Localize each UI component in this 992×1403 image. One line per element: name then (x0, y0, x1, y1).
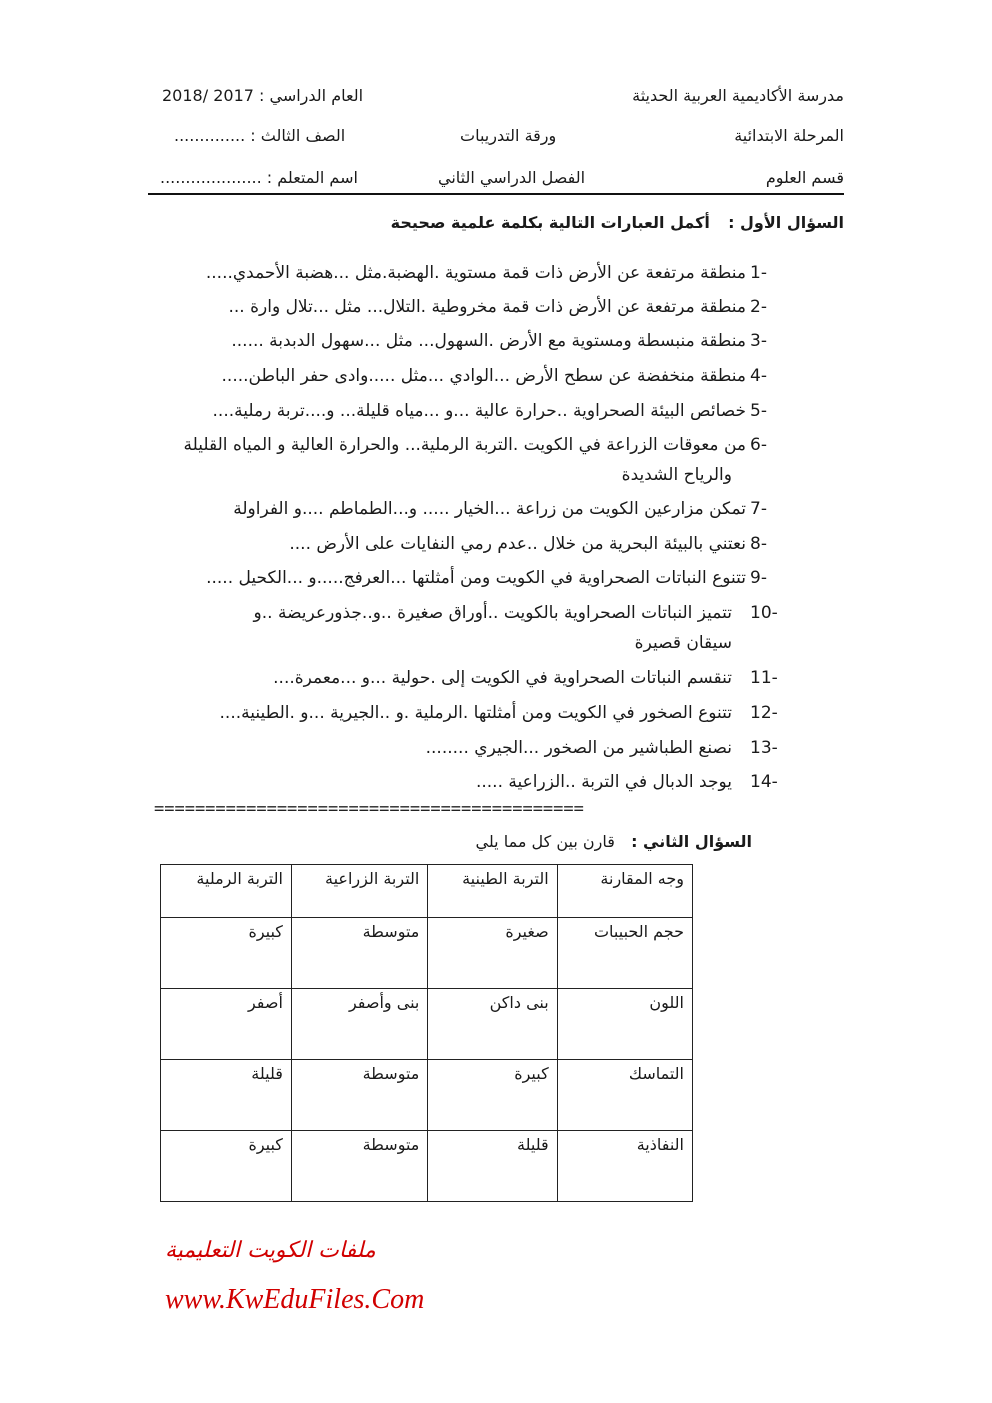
q1-item-text: تمكن مزارعين الكويت من زراعة ...الخيار ..... و...الطماطم ....و الفراولة (233, 499, 746, 519)
table-header-cell: التربة الرملية (161, 865, 292, 918)
q1-item-text: يوجد الدبال في التربة ..الزراعية ..... (475, 772, 732, 792)
table-cell: قليلة (428, 1131, 557, 1202)
sheet-title: ورقة التدريبات (460, 126, 557, 145)
q1-item-number: 1- (750, 263, 767, 283)
grade-field: الصف الثالث : .............. (174, 126, 346, 145)
q2-instruction: قارن بين كل مما يلي (475, 832, 615, 851)
q1-item-text: تتنوع الصخور في الكويت ومن أمثلتها .الرملية .و ..الجيرية ...و .الطينية.... (219, 703, 732, 723)
header-divider (148, 193, 844, 195)
q1-title: السؤال الأول : (728, 213, 844, 232)
q1-item-text: خصائص البيئة الصحراوية ..حرارة عالية ...و ...مياه قليلة... و....تربة رملية.... (212, 401, 746, 421)
table-row (161, 1131, 693, 1202)
q1-item (144, 326, 784, 356)
table-cell: بنى وأصفر (291, 989, 427, 1060)
stage-label: المرحلة الابتدائية (734, 126, 844, 145)
watermark-url[interactable]: www.KwEduFiles.Com (165, 1284, 425, 1315)
q1-item-number: 12- (750, 703, 778, 723)
q1-item-text: منطقة مرتفعة عن الأرض ذات قمة مستوية .الهضبة.مثل ...هضبة الأحمدي..... (205, 263, 746, 283)
q1-item-number: 4- (750, 366, 767, 386)
table-cell: قليلة (161, 1060, 292, 1131)
table-row (161, 1060, 693, 1131)
q1-item-number: 7- (750, 499, 767, 519)
q1-item-text: منطقة منبسطة ومستوية مع الأرض .السهول... مثل ...سهول الدبدبة ...... (231, 331, 746, 351)
table-cell: متوسطة (291, 1060, 427, 1131)
q1-item (144, 396, 784, 426)
q1-item-text: تتنوع النباتات الصحراوية في الكويت ومن أمثلتها ...العرفج.....و ...الكحيل ..... (206, 568, 746, 588)
academic-year: العام الدراسي : 2017 /2018 (162, 86, 364, 105)
q1-item-continuation: سيقان قصيرة (634, 633, 732, 653)
table-row-label: اللون (557, 989, 692, 1060)
table-cell: كبيرة (161, 918, 292, 989)
q1-item-number: 14- (750, 772, 778, 792)
q1-instruction: أكمل العبارات التالية بكلمة علمية صحيحة (390, 213, 710, 232)
section-separator: ========================================== (154, 799, 584, 819)
table-row (161, 989, 693, 1060)
table-header-row (161, 865, 693, 918)
q1-item (144, 733, 784, 763)
q2-heading (476, 832, 752, 851)
q1-item-text: نصنع الطباشير من الصخور ...الجيري ........ (425, 738, 732, 758)
table-cell: كبيرة (428, 1060, 557, 1131)
q1-item (144, 292, 784, 322)
q1-item (144, 698, 784, 728)
q1-item-number: 2- (750, 297, 767, 317)
q1-heading (391, 213, 844, 232)
q1-item-number: 8- (750, 534, 767, 554)
term-label: الفصل الدراسي الثاني (438, 168, 586, 187)
table-row-label: التماسك (557, 1060, 692, 1131)
q1-item (144, 767, 784, 797)
table-header-cell: وجه المقارنة (557, 865, 692, 918)
school-name: مدرسة الأكاديمية العربية الحديثة (632, 86, 844, 105)
q1-item-continuation: والرياح الشديدة (621, 465, 732, 485)
q1-item-text: نعتني بالبيئة البحرية من خلال ..عدم رمي النفايات على الأرض .... (289, 534, 746, 554)
q1-item (144, 258, 784, 288)
table-row-label: النفاذية (557, 1131, 692, 1202)
table-cell: أصفر (161, 989, 292, 1060)
q1-item-text: تتميز النباتات الصحراوية بالكويت ..أوراق صغيرة ..و..جذورعريضة ..و (253, 603, 732, 623)
table-header-cell: التربة الزراعية (291, 865, 427, 918)
q1-item-number: 10- (750, 603, 778, 623)
q1-item-number: 9- (750, 568, 767, 588)
q1-item (144, 663, 784, 693)
q1-item (144, 494, 784, 524)
q1-item-text: من معوقات الزراعة في الكويت .التربة الرملية... والحرارة العالية و المياه القليلة (183, 435, 746, 455)
table-cell: متوسطة (291, 1131, 427, 1202)
q2-title: السؤال الثاني : (631, 832, 752, 851)
q1-item (144, 430, 784, 490)
q1-item-number: 3- (750, 331, 767, 351)
q1-item-text: منطقة منخفضة عن سطح الأرض ...الوادي ...مثل .....وادى حفر الباطن..... (221, 366, 746, 386)
q1-item-number: 13- (750, 738, 778, 758)
table-cell: كبيرة (161, 1131, 292, 1202)
q1-item-number: 5- (750, 401, 767, 421)
q1-item-text: تنقسم النباتات الصحراوية في الكويت إلى .حولية ...و ...معمرة.... (273, 668, 732, 688)
watermark-arabic: ملفات الكويت التعليمية (165, 1238, 376, 1263)
table-row (161, 918, 693, 989)
q1-item (144, 529, 784, 559)
q1-item (144, 563, 784, 593)
department-label: قسم العلوم (765, 168, 844, 187)
q1-item-number: 6- (750, 435, 767, 455)
q1-item-number: 11- (750, 668, 778, 688)
student-name-field: اسم المتعلم : .................... (160, 168, 358, 187)
comparison-table (160, 864, 693, 1202)
table-header-cell: التربة الطينية (428, 865, 557, 918)
q1-item (144, 598, 784, 658)
q1-item (144, 361, 784, 391)
table-row-label: حجم الحبيبات (557, 918, 692, 989)
q1-item-text: منطقة مرتفعة عن الأرض ذات قمة مخروطية .التلال... مثل ...تلال وارة ... (228, 297, 746, 317)
table-cell: صغيرة (428, 918, 557, 989)
table-cell: بنى داكن (428, 989, 557, 1060)
table-cell: متوسطة (291, 918, 427, 989)
